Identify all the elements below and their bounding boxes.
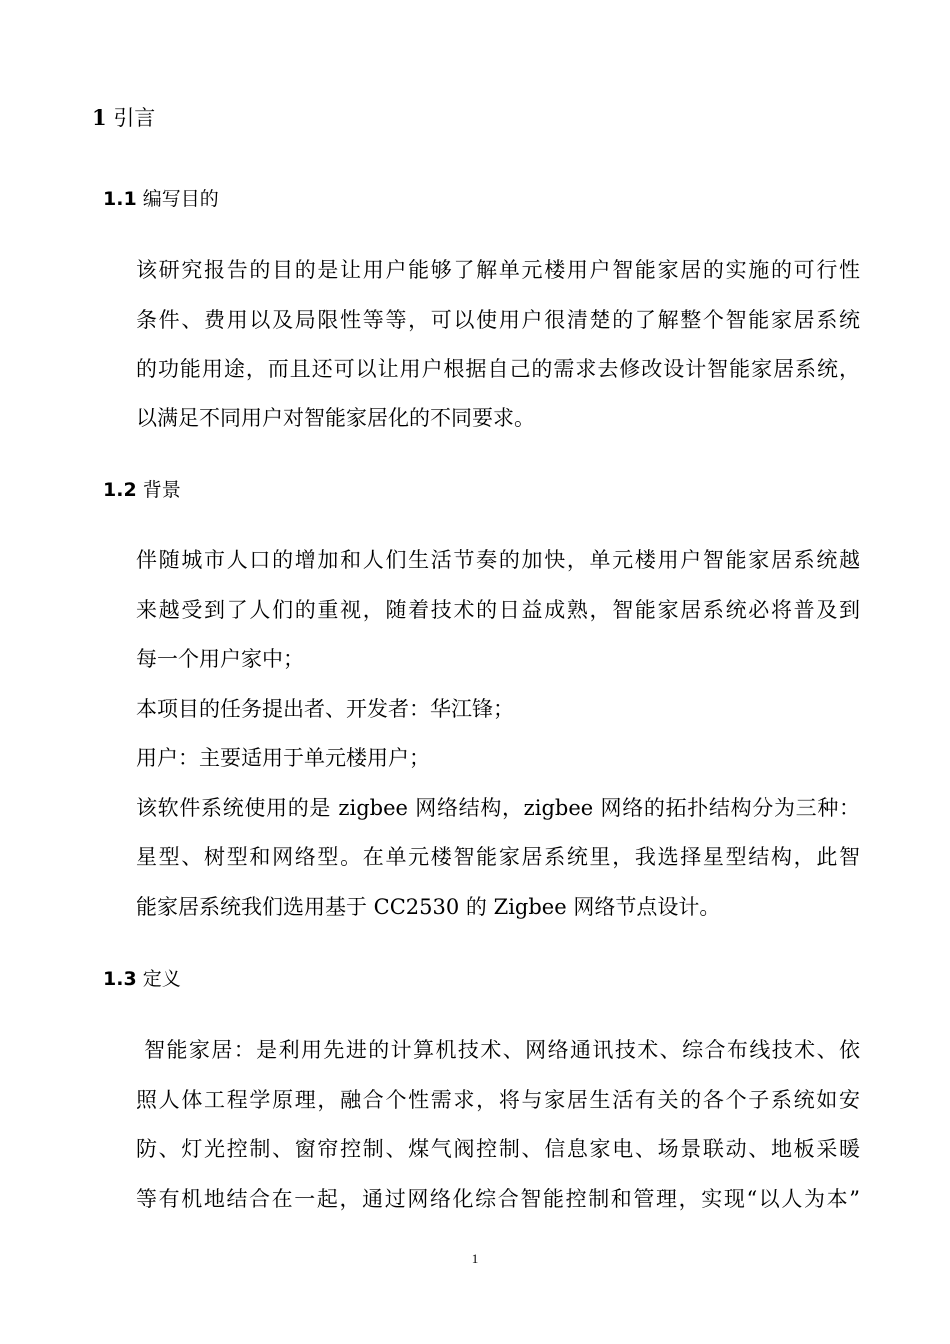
paragraph-line: 星型、树型和网络型。在单元楼智能家居系统里，我选择星型结构，此智 — [136, 845, 860, 869]
paragraph-line: 本项目的任务提出者、开发者：华江锋； — [136, 697, 514, 721]
paragraph-line: 以满足不同用户对智能家居化的不同要求。 — [136, 406, 535, 430]
section-number: 1.2 — [103, 479, 137, 501]
section-title: 编写目的 — [142, 188, 219, 210]
section-number: 1 — [92, 105, 107, 130]
paragraph-line: 用户：主要适用于单元楼用户； — [136, 746, 430, 770]
paragraph-line: 等有机地结合在一起，通过网络化综合智能控制和管理，实现“以人为本” — [136, 1187, 860, 1211]
paragraph-line: 照人体工程学原理，融合个性需求，将与家居生活有关的各个子系统如安 — [136, 1088, 860, 1112]
section-title: 引言 — [113, 106, 156, 130]
paragraph-line: 该软件系统使用的是 zigbee 网络结构，zigbee 网络的拓扑结构分为三种： — [136, 796, 860, 820]
paragraph-line: 智能家居：是利用先进的计算机技术、网络通讯技术、综合布线技术、依 — [136, 1038, 860, 1062]
paragraph-line: 来越受到了人们的重视，随着技术的日益成熟，智能家居系统必将普及到 — [136, 598, 860, 622]
section-heading-1-3 — [103, 966, 181, 992]
paragraph-line: 该研究报告的目的是让用户能够了解单元楼用户智能家居的实施的可行性 — [136, 258, 860, 282]
section-number: 1.3 — [103, 968, 137, 990]
paragraph-line: 伴随城市人口的增加和人们生活节奏的加快，单元楼用户智能家居系统越 — [136, 548, 860, 572]
paragraph-line: 能家居系统我们选用基于 CC2530 的 Zigbee 网络节点设计。 — [136, 895, 721, 919]
paragraph-line: 条件、费用以及局限性等等，可以使用户很清楚的了解整个智能家居系统 — [136, 308, 860, 332]
section-heading-1-2 — [103, 477, 181, 503]
paragraph-line: 防、灯光控制、窗帘控制、煤气阀控制、信息家电、场景联动、地板采暖 — [136, 1137, 860, 1161]
section-heading-1 — [92, 104, 155, 132]
section-number: 1.1 — [103, 188, 137, 210]
page-number: 1 — [471, 1251, 479, 1266]
section-title: 定义 — [142, 968, 181, 990]
section-title: 背景 — [142, 479, 181, 501]
paragraph-line: 的功能用途，而且还可以让用户根据自己的需求去修改设计智能家居系统， — [136, 357, 860, 381]
section-heading-1-1 — [103, 186, 219, 212]
paragraph-line: 每一个用户家中； — [136, 647, 304, 671]
